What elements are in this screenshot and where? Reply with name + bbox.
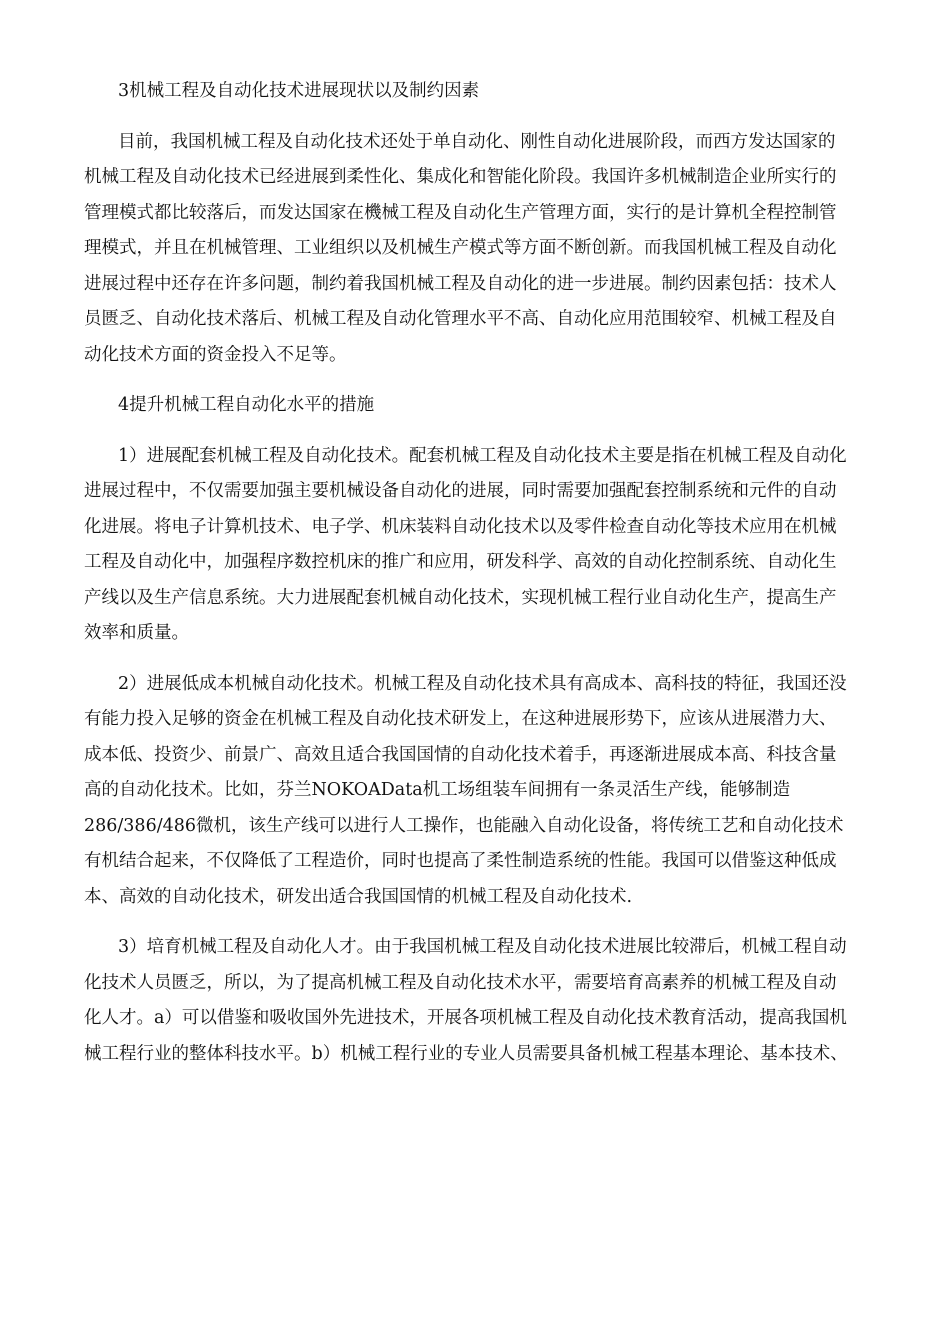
document-body bbox=[84, 74, 866, 1087]
section-heading-3: 3机械工程及自动化技术进展现状以及制约因素 bbox=[118, 81, 480, 101]
section-4-paragraph-1: 1）进展配套机械工程及自动化技术。配套机械工程及自动化技术主要是指在机械工程及自动化 进展过程中，不仅需要加强主要机械设备自动化的进展，同时需要加强配套控制系统和元件的自动 化进展。将电子计算机技术、电子学、机床装料自动化技术以及零件检查自动化等技术应用在机械 工程及自动化中，加强程序数控机床的推广和应用，研发科学、高效的自动化控制系统、自动化生 产线以及生产信息系统。大力进展配套机械自动化技术，实现机械工程行业自动化生产，提高生产 效率和质量。 bbox=[84, 445, 847, 643]
section-4-paragraph-3: 3）培育机械工程及自动化人才。由于我国机械工程及自动化技术进展比较滞后，机械工程自动 化技术人员匮乏，所以，为了提高机械工程及自动化技术水平，需要培育高素养的机械工程及自动 化人才。a）可以借鉴和吸收国外先进技术，开展各项机械工程及自动化技术教育活动，提高我国机 械工程行业的整体科技水平。b）机械工程行业的专业人员需要具备机械工程基本理论、基本技术、 bbox=[84, 937, 848, 1064]
section-4-paragraph-2: 2）进展低成本机械自动化技术。机械工程及自动化技术具有高成本、高科技的特征，我国还没 有能力投入足够的资金在机械工程及自动化技术研发上，在这种进展形势下，应该从进展潜力大、 成本低、投资少、前景广、高效且适合我国国情的自动化技术着手，再逐渐进展成本高、科技含量 高的自动化技术。比如，芬兰NOKOAData机工场组装车间拥有一条灵活生产线，能够制造 286/386/486微机，该生产线可以进行人工操作，也能融入自动化设备，将传统工艺和自动化技术 有机结合起来，不仅降低了工程造价，同时也提高了柔性制造系统的性能。我国可以借鉴这种低成 本、高效的自动化技术，研发出适合我国国情的机械工程及自动化技术. bbox=[84, 673, 847, 907]
section-heading-4: 4提升机械工程自动化水平的措施 bbox=[118, 395, 375, 415]
section-3-paragraph-1: 目前，我国机械工程及自动化技术还处于单自动化、刚性自动化进展阶段，而西方发达国家的 机械工程及自动化技术已经进展到柔性化、集成化和智能化阶段。我国许多机械制造企业所实行的 管理模式都比较落后，而发达国家在機械工程及自动化生产管理方面，实行的是计算机全程控制管 理模式，并且在机械管理、工业组织以及机械生产模式等方面不断创新。而我国机械工程及自动化 进展过程中还存在许多问题，制约着我国机械工程及自动化的进一步进展。制约因素包括：技术人 员匮乏、自动化技术落后、机械工程及自动化管理水平不高、自动化应用范围较窄、机械工程及自 动化技术方面的资金投入不足等。 bbox=[84, 131, 837, 365]
